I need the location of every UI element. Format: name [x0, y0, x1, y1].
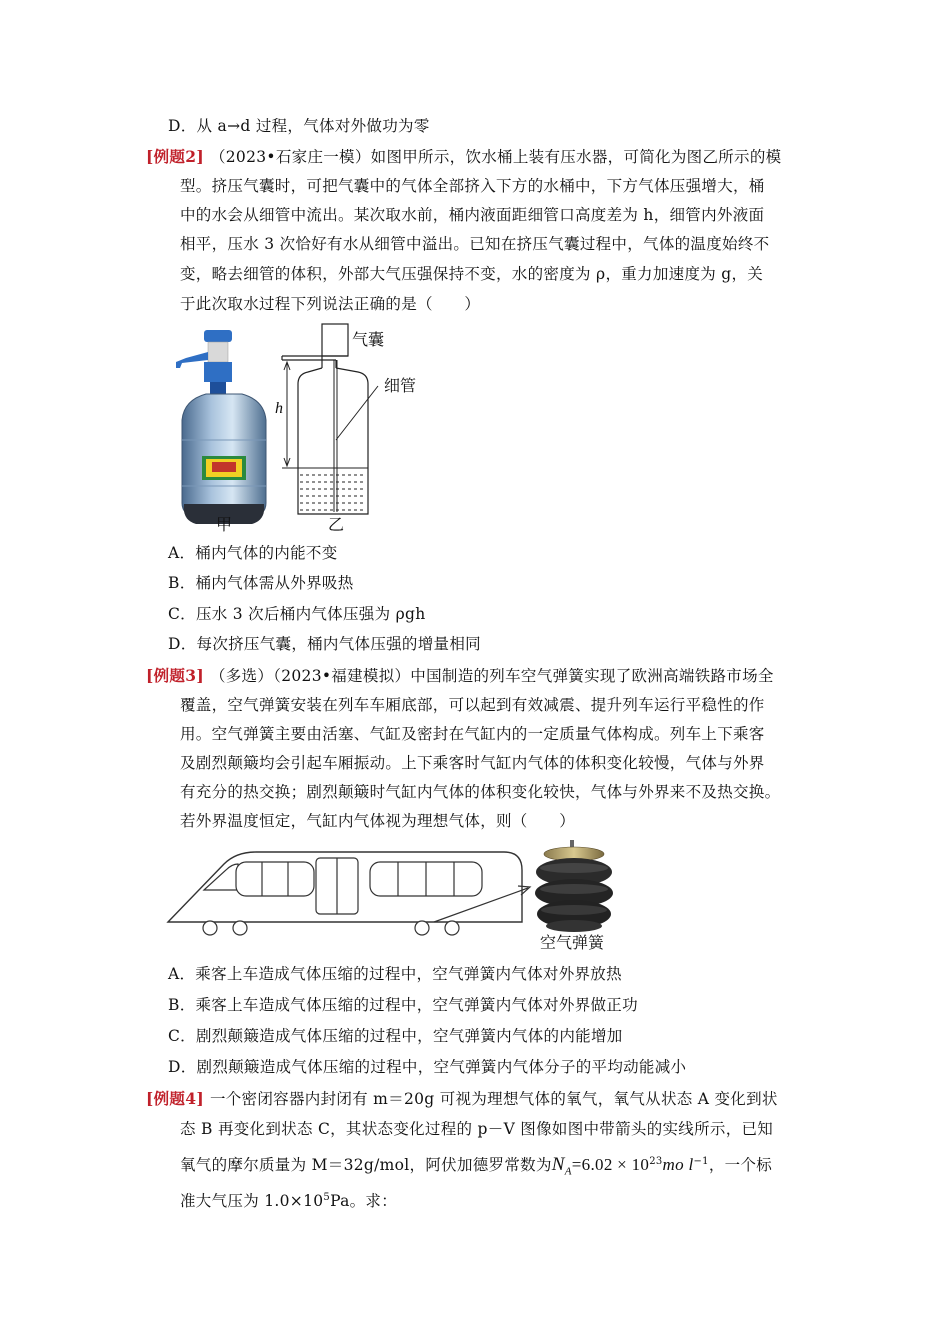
q1-option-d: D．从 a→d 过程，气体对外做功为零: [168, 117, 430, 135]
q2-tag: [例题2]: [146, 147, 204, 166]
q3-text-line-6: 若外界温度恒定，气缸内气体视为理想气体，则（ ）: [180, 812, 576, 830]
figure-yi-label: 乙: [328, 515, 345, 534]
avogadro-exponent: 23: [649, 1156, 663, 1167]
avogadro-symbol: N: [551, 1154, 565, 1176]
q3-text-line-1: （多选）（2023•福建模拟）中国制造的列车空气弹簧实现了欧洲高端铁路市场全: [209, 667, 774, 685]
q2-text-line-5: 变，略去细管的体积，外部大气压强保持不变，水的密度为 ρ，重力加速度为 g，关: [180, 265, 764, 283]
q3-option-a: A．乘客上车造成气体压缩的过程中，空气弹簧内气体对外界放热: [168, 965, 622, 983]
q4-text-line-2: 态 B 再变化到状态 C，其状态变化过程的 p－V 图像如图中带箭头的实线所示，已知: [180, 1120, 774, 1138]
q2-option-c: C．压水 3 次后桶内气体压强为 ρgh: [168, 605, 426, 623]
q3-option-b: B．乘客上车造成气体压缩的过程中，空气弹簧内气体对外界做正功: [168, 996, 638, 1014]
water-bottle-pump-photo: [168, 328, 280, 538]
q4-line3-suffix: ，一个标: [708, 1156, 773, 1175]
air-spring-label: 空气弹簧: [540, 933, 605, 952]
q3-text-line-2: 覆盖，空气弹簧安装在列车车厢底部，可以起到有效减震、提升列车运行平稳性的作: [180, 696, 765, 714]
air-spring-photo: [534, 838, 614, 934]
q3-text-line-4: 及剧烈颠簸均会引起车厢振动。上下乘客时气缸内气体的体积变化较慢，气体与外界: [180, 754, 765, 772]
pressure-exponent: 5: [323, 1192, 331, 1203]
avogadro-value: =6.02 × 10: [571, 1155, 650, 1175]
q4-text-line-1: 一个密闭容器内封闭有 m＝20g 可视为理想气体的氧气，氧气从状态 A 变化到状: [209, 1090, 778, 1108]
air-bag-label: 气囊: [352, 330, 385, 349]
q2-text-line-1: （2023•石家庄一模）如图甲所示，饮水桶上装有压水器，可简化为图乙所示的模: [209, 148, 782, 166]
q4-line4-suffix: Pa。求：: [330, 1192, 398, 1211]
q2-text-line-4: 相平，压水 3 次恰好有水从细管中溢出。已知在挤压气囊过程中，气体的温度始终不: [180, 235, 770, 253]
q3-option-c: C．剧烈颠簸造成气体压缩的过程中，空气弹簧内气体的内能增加: [168, 1027, 623, 1045]
avogadro-unit: mo l: [662, 1155, 694, 1175]
figure-jia-label: 甲: [216, 515, 233, 534]
q4-first-line: [146, 1087, 778, 1111]
q2-text-line-2: 型。挤压气囊时，可把气囊中的气体全部挤入下方的水桶中，下方气体压强增大，桶: [180, 177, 765, 195]
q2-option-d: D．每次挤压气囊，桶内气体压强的增量相同: [168, 635, 481, 653]
q2-option-a: A．桶内气体的内能不变: [168, 544, 338, 562]
q4-text-line-4: [180, 1186, 397, 1213]
q4-tag: [例题4]: [146, 1089, 204, 1108]
avogadro-subscript: A: [564, 1165, 572, 1178]
q3-text-line-3: 用。空气弹簧主要由活塞、气缸及密封在气缸内的一定质量气体构成。列车上下乘客: [180, 725, 765, 743]
train-outline-drawing: [164, 846, 536, 938]
height-h-label: h: [275, 400, 283, 417]
q3-option-d: D．剧烈颠簸造成气体压缩的过程中，空气弹簧内气体分子的平均动能减小: [168, 1058, 687, 1076]
thin-tube-label: 细管: [384, 376, 417, 395]
q4-line4-prefix: 准大气压为 1.0×10: [180, 1192, 324, 1211]
q3-tag: [例题3]: [146, 666, 204, 685]
avogadro-unit-exponent: −1: [693, 1156, 709, 1167]
q4-text-line-3: [180, 1150, 772, 1183]
q3-first-line: [146, 664, 774, 688]
q2-text-line-3: 中的水会从细管中流出。某次取水前，桶内液面距细管口高度差为 h，细管内外液面: [180, 206, 765, 224]
q2-text-line-6: 于此次取水过程下列说法正确的是（ ）: [180, 295, 481, 313]
q3-text-line-5: 有充分的热交换；剧烈颠簸时气缸内气体的体积变化较快，气体与外界来不及热交换。: [180, 783, 781, 801]
pressure-pump-schematic: [270, 322, 440, 522]
q2-first-line: [146, 145, 781, 169]
q4-line3-prefix: 氧气的摩尔质量为 M＝32g/mol，阿伏加德罗常数为: [180, 1156, 552, 1175]
q2-option-b: B．桶内气体需从外界吸热: [168, 574, 354, 592]
